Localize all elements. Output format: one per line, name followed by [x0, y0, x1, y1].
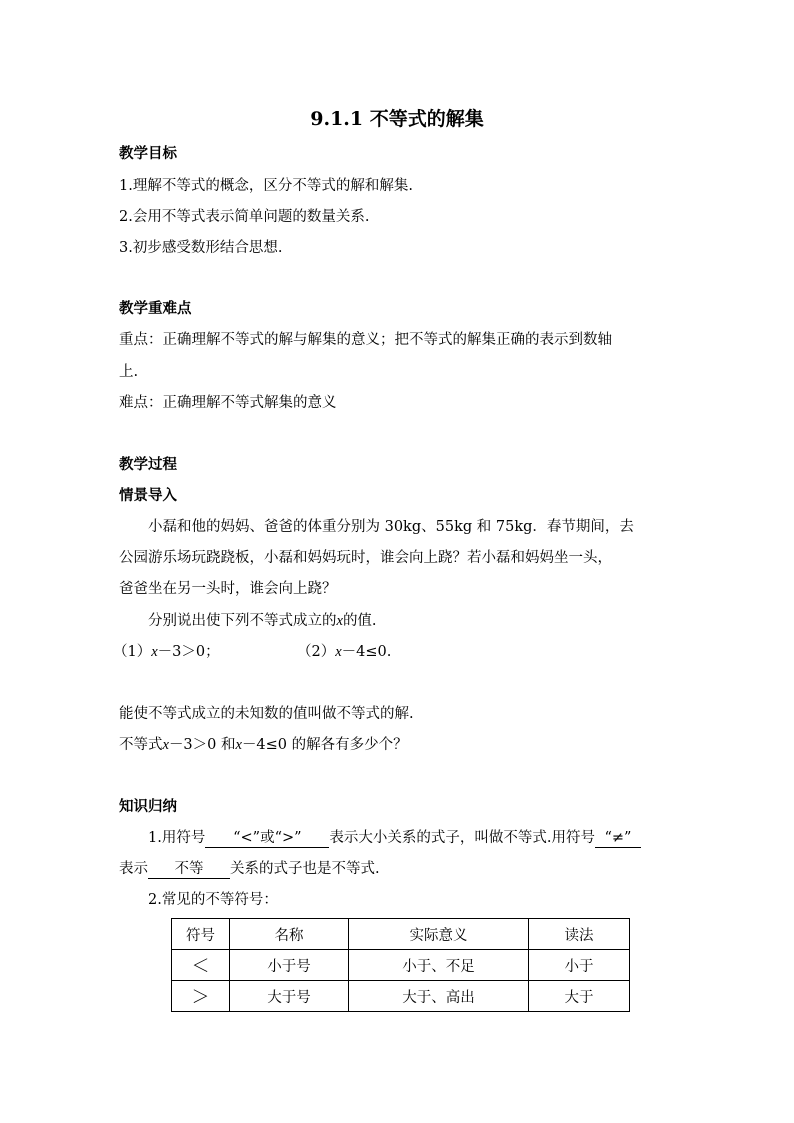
summary-heading: 知识归纳 [119, 798, 177, 815]
inequality-symbols-table [171, 918, 630, 1012]
summary-item-1-line-2 [119, 859, 380, 879]
variable-x: x [335, 644, 342, 660]
key-point-line: 上. [119, 364, 139, 380]
exercise-2 [297, 642, 391, 662]
answer-blank: 不等 [148, 861, 230, 879]
summary-text: 1.用符号 [148, 830, 206, 846]
answer-blank: “<”或“>” [205, 830, 329, 848]
table-cell: 小于号 [230, 950, 349, 981]
question-text: 分别说出使下列不等式成立的 [148, 613, 337, 629]
summary-item-2: 2.常见的不等符号： [148, 892, 278, 908]
table-header-row [172, 919, 630, 950]
difficult-point: 难点：正确理解不等式解集的意义 [119, 395, 337, 411]
question-text: 的值. [342, 613, 377, 629]
table-cell: 小于 [529, 950, 630, 981]
exercise-expression: －3＞0； [157, 644, 220, 660]
exercise-expression: －4≤0. [341, 644, 392, 660]
variable-x: x [162, 737, 169, 753]
symbol-cell: ＜ [172, 950, 230, 981]
question-line-2 [119, 735, 408, 755]
table-header-cell: 符号 [172, 919, 230, 950]
table-header-cell: 读法 [529, 919, 630, 950]
variable-x: x [336, 613, 343, 629]
question-text: 不等式 [119, 737, 163, 753]
table-cell: 大于、高出 [349, 981, 529, 1012]
table-cell: 大于号 [230, 981, 349, 1012]
objective-item: 2.会用不等式表示简单问题的数量关系. [119, 209, 370, 225]
difficulties-heading: 教学重难点 [119, 300, 192, 317]
process-heading: 教学过程 [119, 456, 177, 473]
question-text: －3＞0 和 [168, 737, 236, 753]
answer-blank: “≠” [595, 830, 641, 848]
page-title: 9.1.1 不等式的解集 [310, 108, 484, 130]
symbol-cell: ＞ [172, 981, 230, 1012]
objective-item: 3.初步感受数形结合思想. [119, 240, 283, 256]
table-header-cell: 名称 [230, 919, 349, 950]
scenario-paragraph-line: 爸爸坐在另一头时，谁会向上跷？ [119, 581, 337, 597]
summary-text: 表示 [119, 861, 148, 877]
variable-x: x [151, 644, 158, 660]
exercise-label: （1） [113, 644, 152, 660]
objective-item: 1.理解不等式的概念，区分不等式的解和解集. [119, 178, 413, 194]
scenario-heading: 情景导入 [119, 487, 177, 504]
table-cell: 小于、不足 [349, 950, 529, 981]
question-line [148, 611, 377, 631]
definition-text: 能使不等式成立的未知数的值叫做不等式的解. [119, 706, 414, 722]
summary-item-1-line-1 [148, 828, 641, 848]
summary-text: 表示大小关系的式子，叫做不等式.用符号 [329, 830, 595, 846]
exercise-1 [113, 642, 220, 662]
key-point-line: 重点：正确理解不等式的解与解集的意义；把不等式的解集正确的表示到数轴 [119, 332, 612, 348]
exercise-label: （2） [297, 644, 336, 660]
table-cell: 大于 [529, 981, 630, 1012]
table-row [172, 950, 630, 981]
objectives-heading: 教学目标 [119, 145, 177, 162]
question-text: －4≤0 的解各有多少个？ [241, 737, 408, 753]
summary-text: 关系的式子也是不等式. [230, 861, 380, 877]
table-row [172, 981, 630, 1012]
variable-x: x [235, 737, 242, 753]
scenario-paragraph-line: 公园游乐场玩跷跷板，小磊和妈妈玩时，谁会向上跷？若小磊和妈妈坐一头， [119, 550, 612, 566]
table-header-cell: 实际意义 [349, 919, 529, 950]
scenario-paragraph-line: 小磊和他的妈妈、爸爸的体重分别为 30kg、55kg 和 75kg．春节期间，去 [148, 519, 634, 535]
